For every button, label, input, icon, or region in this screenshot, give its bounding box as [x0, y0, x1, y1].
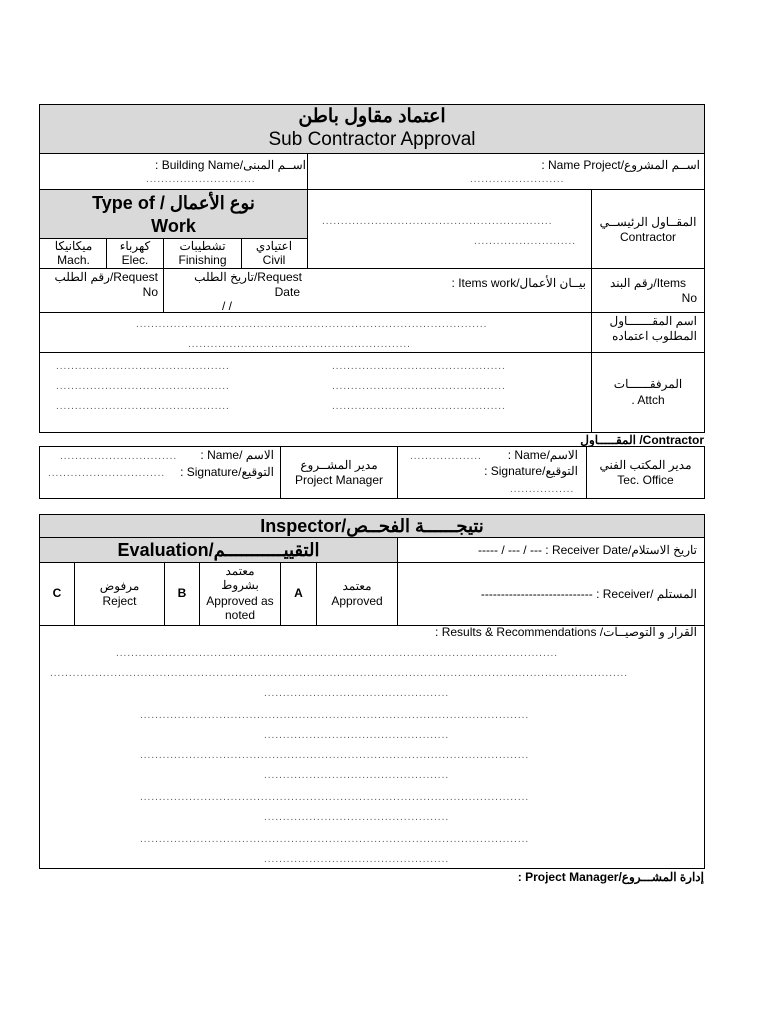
- work-type-title-2: Work: [151, 216, 196, 236]
- contractor-signature-right-field[interactable]: .................: [510, 484, 575, 495]
- contractor-signature-left-field[interactable]: ...............................: [48, 468, 166, 479]
- grade-b-ar: معتمد بشروط: [221, 564, 259, 592]
- contractor-name-left: الاسم /Name :: [200, 448, 274, 462]
- work-type-civil-en: Civil: [262, 253, 286, 267]
- receiver-label[interactable]: المستلم /Receiver : ----------------------------: [480, 587, 697, 601]
- results-line-10[interactable]: .......................................................................................................: [140, 834, 530, 845]
- project-manager-footer: إدارة المشـــروع/Project Manager :: [517, 870, 704, 884]
- main-contractor-ar: المقــاول الرئيســي: [599, 215, 697, 229]
- contractor-heading: المقـــــاول /Contractor: [580, 433, 704, 447]
- grade-a-en: Approved: [331, 594, 383, 608]
- results-line-3[interactable]: .................................................: [264, 688, 450, 699]
- contractor-name-right-field[interactable]: ...................: [410, 451, 482, 462]
- attach-field-2[interactable]: ..............................................: [332, 361, 506, 372]
- project-manager-ar: مدير المشــروع: [300, 458, 378, 472]
- grade-b-en: Approved as noted: [206, 594, 274, 622]
- grade-c-en: Reject: [102, 594, 137, 608]
- building-name-label: اســم المبنى/Building Name :: [155, 158, 306, 172]
- tec-office-ar: مدير المكتب الفني: [599, 458, 692, 472]
- title-en: Sub Contractor Approval: [268, 129, 476, 150]
- results-label: القرار و التوصيــات/ Results & Recommendations :: [435, 625, 697, 639]
- results-line-7[interactable]: .................................................: [264, 770, 450, 781]
- request-no-en: No: [142, 285, 158, 299]
- contractor-signature-left: التوقيع/Signature :: [180, 465, 274, 479]
- project-manager-en: Project Manager: [294, 473, 384, 487]
- results-line-11[interactable]: .................................................: [264, 854, 450, 865]
- project-name-label: اســم المشروع/Name Project :: [541, 158, 700, 172]
- attach-field-4[interactable]: ..............................................: [332, 381, 506, 392]
- contractor-field-2[interactable]: ...........................: [474, 236, 577, 247]
- request-date-field[interactable]: / /: [222, 299, 233, 313]
- contractor-signature-right: التوقيع/Signature :: [484, 464, 578, 478]
- main-contractor-en: Contractor: [619, 230, 677, 244]
- work-type-finishing-en: Finishing: [178, 253, 227, 267]
- work-type-title-1: نوع الأعمال / Type of: [92, 193, 255, 213]
- grade-a-letter[interactable]: A: [294, 586, 303, 600]
- attach-field-5[interactable]: ..............................................: [56, 401, 230, 412]
- inspector-heading: نتيجــــــة الفحــص/Inspector: [260, 516, 484, 536]
- grade-c-ar: مرفوض: [99, 579, 140, 593]
- request-date-en: Date: [274, 285, 300, 299]
- items-work-label: بيــان الأعمال/Items work :: [451, 276, 586, 290]
- tec-office-en: Tec. Office: [617, 473, 674, 487]
- sub-contractor-name-2: المطلوب اعتماده: [612, 329, 697, 343]
- evaluation-heading: التقييـــــــــــم/Evaluation: [117, 540, 320, 560]
- work-type-elec-ar: كهرباء: [119, 239, 151, 253]
- sub-contractor-field-2[interactable]: ...........................................................: [188, 339, 411, 350]
- contractor-name-left-field[interactable]: ...............................: [60, 451, 178, 462]
- attach-en: . Attch: [631, 393, 665, 407]
- items-no-en: No: [681, 291, 697, 305]
- results-line-6[interactable]: .......................................................................................................: [140, 750, 530, 761]
- results-line-2[interactable]: .........................................................................................................................................................: [50, 668, 629, 679]
- receiver-date[interactable]: تاريخ الاستلام/Receiver Date : --- / --- / -----: [478, 543, 697, 557]
- contractor-field-1[interactable]: .............................................................: [322, 216, 553, 227]
- contractor-name-right: الاسم/Name :: [507, 448, 578, 462]
- results-line-5[interactable]: .................................................: [264, 730, 450, 741]
- grade-b-letter[interactable]: B: [177, 586, 187, 600]
- items-no-ar: رقم البند/Items: [609, 276, 687, 290]
- attach-field-6[interactable]: ..............................................: [332, 401, 506, 412]
- work-type-mach-ar: ميكانيكا: [54, 239, 93, 253]
- attach-ar: المرفقــــــات: [613, 377, 683, 391]
- results-line-8[interactable]: .......................................................................................................: [140, 792, 530, 803]
- work-type-mach-en: Mach.: [57, 253, 90, 267]
- results-line-4[interactable]: .......................................................................................................: [140, 710, 530, 721]
- work-type-civil-ar: اعتيادي: [255, 239, 293, 253]
- work-type-elec-en: Elec.: [121, 253, 149, 267]
- work-type-finishing-ar: تشطيبات: [179, 239, 226, 253]
- sub-contractor-field-1[interactable]: .............................................................................................: [136, 319, 488, 330]
- results-line-1[interactable]: .....................................................................................................................: [116, 648, 559, 659]
- grade-c-letter[interactable]: C: [52, 586, 62, 600]
- attach-field-1[interactable]: ..............................................: [56, 361, 230, 372]
- sub-contractor-name-1: اسم المقـــــــاول: [609, 314, 697, 328]
- building-name-field[interactable]: .............................: [146, 174, 256, 185]
- results-line-9[interactable]: .................................................: [264, 812, 450, 823]
- project-name-field[interactable]: .........................: [470, 174, 565, 185]
- title-ar: اعتماد مقاول باطن: [298, 106, 446, 127]
- attach-field-3[interactable]: ..............................................: [56, 381, 230, 392]
- request-no-ar: رقم الطلب/Request: [54, 270, 158, 284]
- grade-a-ar: معتمد: [342, 579, 372, 593]
- request-date-ar: تاريخ الطلب/Request: [194, 270, 302, 284]
